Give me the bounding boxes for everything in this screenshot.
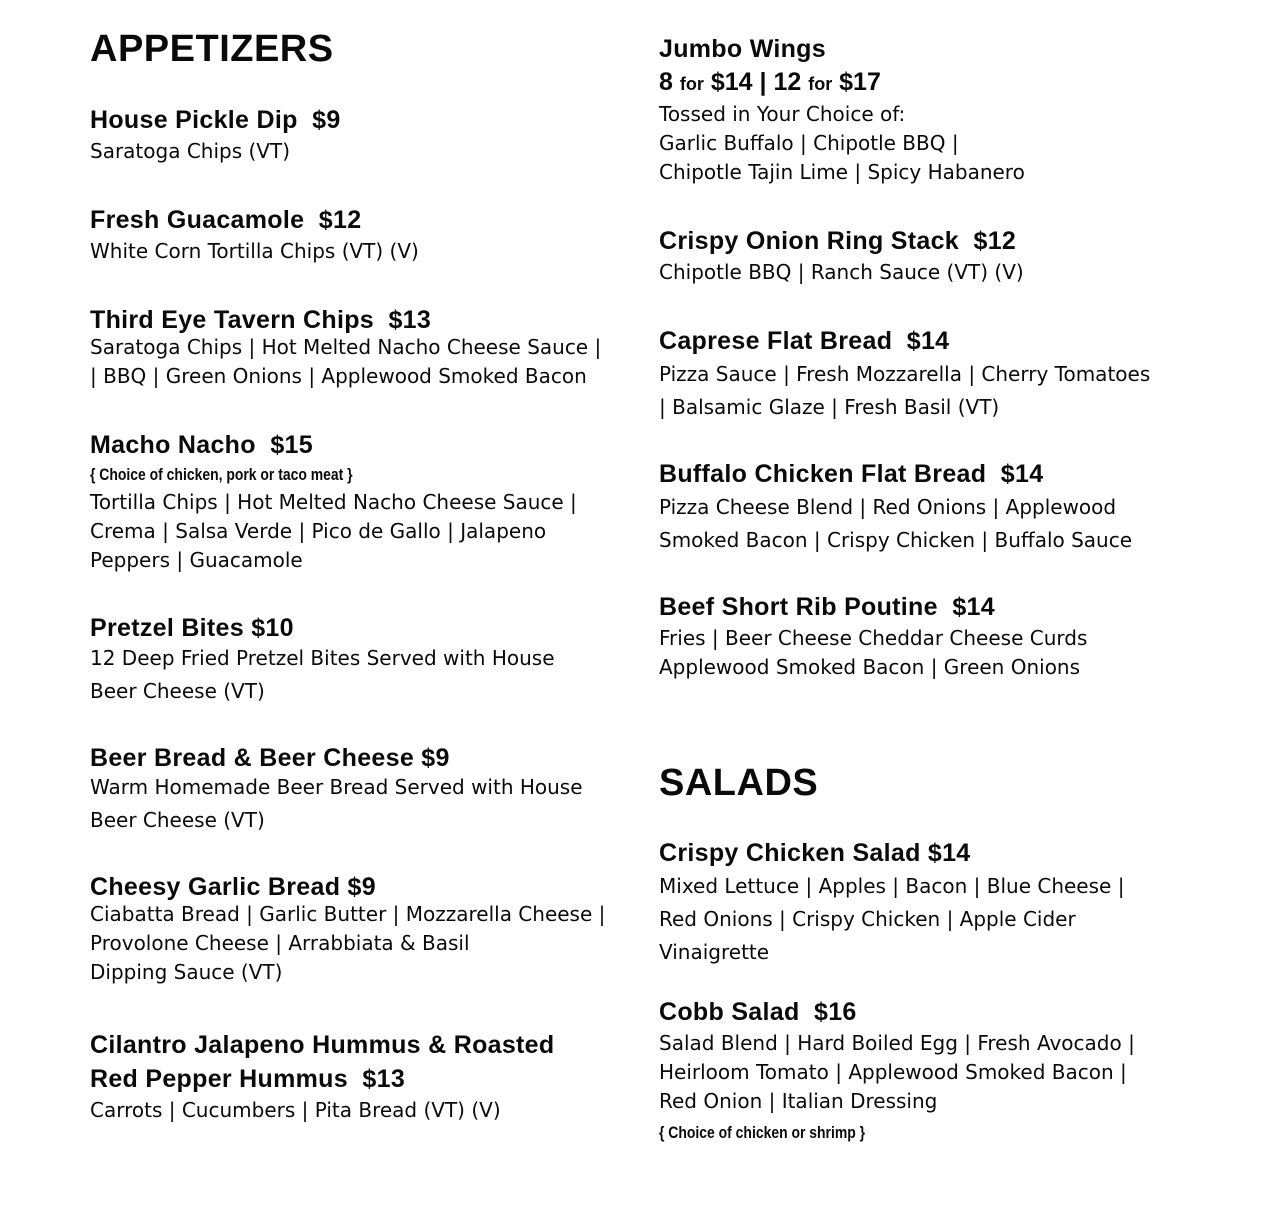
menu-item-crispy-chicken-salad bbox=[659, 836, 1219, 969]
item-description: Carrots | Cucumbers | Pita Bread (VT) (V) bbox=[90, 1098, 501, 1122]
item-description: Tortilla Chips | Hot Melted Nacho Cheese Sauce | Crema | Salsa Verde | Pico de Gallo | Jalapeno Peppers | Guacamole bbox=[90, 490, 577, 572]
item-name: Cilantro Jalapeno Hummus & Roasted Red Pepper Hummus $13 bbox=[90, 1031, 555, 1093]
item-description: Fries | Beer Cheese Cheddar Cheese Curds Applewood Smoked Bacon | Green Onions bbox=[659, 626, 1088, 679]
item-name: Macho Nacho $15 bbox=[90, 431, 313, 459]
menu-item-third-eye-tavern-chips bbox=[90, 303, 635, 391]
wings-price-2: $17 bbox=[839, 68, 881, 96]
item-name: Third Eye Tavern Chips $13 bbox=[90, 306, 432, 334]
item-description: Ciabatta Bread | Garlic Butter | Mozzarella Cheese | Provolone Cheese | Arrabbiata & Basil Dipping Sauce (VT) bbox=[90, 902, 606, 984]
item-name: Crispy Chicken Salad $14 bbox=[659, 839, 971, 867]
wings-for-1: for bbox=[679, 74, 704, 94]
wings-for-2: for bbox=[808, 74, 833, 94]
menu-item-caprese-flat-bread bbox=[659, 324, 1219, 424]
wings-price-line bbox=[659, 66, 1219, 100]
item-name: Jumbo Wings bbox=[659, 35, 826, 63]
appetizers-heading: APPETIZERS bbox=[90, 28, 334, 70]
menu-item-macho-nacho bbox=[90, 428, 635, 575]
item-description: Saratoga Chips (VT) bbox=[90, 139, 290, 163]
item-description: Chipotle BBQ | Ranch Sauce (VT) (V) bbox=[659, 260, 1024, 284]
menu-item-house-pickle-dip bbox=[90, 103, 635, 166]
menu-item-jumbo-wings bbox=[659, 32, 1219, 187]
wings-price-1: $14 bbox=[710, 68, 753, 96]
wings-count-1: 8 bbox=[659, 68, 673, 96]
menu-item-beef-short-rib-poutine bbox=[659, 590, 1219, 682]
item-name: Crispy Onion Ring Stack $12 bbox=[659, 227, 1017, 255]
wings-separator: | bbox=[759, 68, 767, 96]
item-description: Saratoga Chips | Hot Melted Nacho Cheese Sauce | | BBQ | Green Onions | Applewood Smoked Bacon bbox=[90, 335, 602, 388]
menu-item-buffalo-chicken-flat-bread bbox=[659, 457, 1219, 557]
item-name: Caprese Flat Bread $14 bbox=[659, 327, 950, 355]
item-choice-note: { Choice of chicken or shrimp } bbox=[659, 1123, 866, 1142]
item-description: Pizza Sauce | Fresh Mozzarella | Cherry Tomatoes | Balsamic Glaze | Fresh Basil (VT) bbox=[659, 362, 1151, 419]
menu-item-cheesy-garlic-bread bbox=[90, 870, 635, 987]
item-description: Salad Blend | Hard Boiled Egg | Fresh Avocado | Heirloom Tomato | Applewood Smoked Bacon | Red Onion | Italian Dressing bbox=[659, 1031, 1135, 1113]
item-description: White Corn Tortilla Chips (VT) (V) bbox=[90, 239, 419, 263]
salads-heading: SALADS bbox=[659, 762, 819, 804]
item-name: Cobb Salad $16 bbox=[659, 998, 857, 1026]
menu-item-fresh-guacamole bbox=[90, 203, 635, 266]
menu-item-beer-bread bbox=[90, 741, 635, 837]
item-name: Cheesy Garlic Bread $9 bbox=[90, 873, 376, 901]
item-choice-note: { Choice of chicken, pork or taco meat } bbox=[90, 465, 353, 484]
item-description: Tossed in Your Choice of: Garlic Buffalo | Chipotle BBQ | Chipotle Tajin Lime | Spicy Habanero bbox=[659, 102, 1025, 184]
item-description: Pizza Cheese Blend | Red Onions | Applewood Smoked Bacon | Crispy Chicken | Buffalo Sauce bbox=[659, 495, 1133, 552]
menu-item-onion-ring-stack bbox=[659, 224, 1219, 287]
item-description: Warm Homemade Beer Bread Served with House Beer Cheese (VT) bbox=[90, 775, 583, 832]
item-name: Fresh Guacamole $12 bbox=[90, 206, 362, 234]
menu-item-hummus bbox=[90, 1028, 635, 1125]
item-description: Mixed Lettuce | Apples | Bacon | Blue Cheese | Red Onions | Crispy Chicken | Apple Cider Vinaigrette bbox=[659, 874, 1125, 964]
item-name: Pretzel Bites $10 bbox=[90, 614, 294, 642]
item-name: Beef Short Rib Poutine $14 bbox=[659, 593, 995, 621]
menu-item-pretzel-bites bbox=[90, 611, 635, 708]
wings-count-2: 12 bbox=[773, 68, 802, 96]
item-name: Buffalo Chicken Flat Bread $14 bbox=[659, 460, 1044, 488]
menu-item-cobb-salad bbox=[659, 995, 1219, 1146]
item-name: House Pickle Dip $9 bbox=[90, 106, 341, 134]
item-description: 12 Deep Fried Pretzel Bites Served with House Beer Cheese (VT) bbox=[90, 646, 555, 703]
item-name: Beer Bread & Beer Cheese $9 bbox=[90, 744, 450, 772]
